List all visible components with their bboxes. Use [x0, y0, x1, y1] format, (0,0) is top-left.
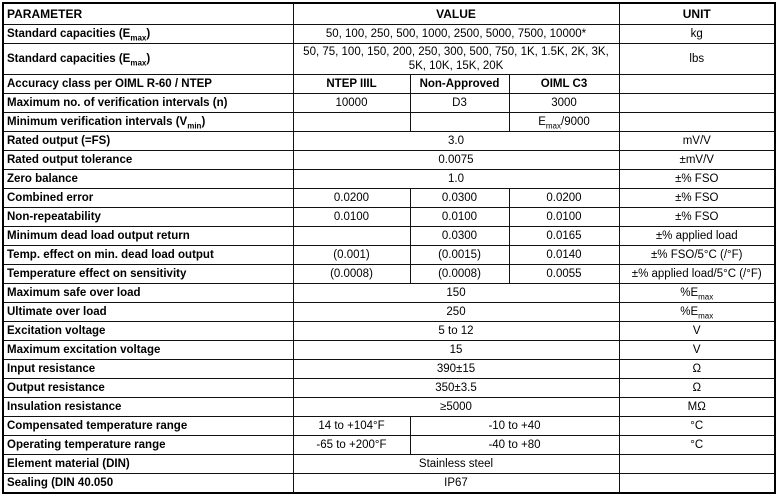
spec-table: [2, 2, 776, 494]
table-row: [3, 208, 775, 227]
unit-cell: °C: [619, 417, 775, 436]
value-cell: Non-Approved: [410, 75, 509, 94]
value-cell: (0.0008): [410, 265, 509, 284]
unit-cell: °C: [619, 436, 775, 455]
table-row: [3, 113, 775, 132]
value-cell: (0.0015): [410, 246, 509, 265]
value-cell: 0.0075: [293, 151, 619, 170]
table-row: [3, 398, 775, 417]
unit-cell: lbs: [619, 44, 775, 75]
unit-cell: [619, 75, 775, 94]
unit-cell: mV/V: [619, 132, 775, 151]
unit-cell: [619, 455, 775, 474]
header-value: VALUE: [293, 3, 619, 25]
parameter-cell: Zero balance: [3, 170, 293, 189]
value-cell: 0.0055: [509, 265, 619, 284]
value-cell: ≥5000: [293, 398, 619, 417]
table-row: [3, 265, 775, 284]
parameter-cell: Ultimate over load: [3, 303, 293, 322]
table-row: [3, 44, 775, 75]
value-cell: 150: [293, 284, 619, 303]
parameter-cell: Excitation voltage: [3, 322, 293, 341]
table-row: [3, 246, 775, 265]
table-row: [3, 360, 775, 379]
parameter-cell: Temperature effect on sensitivity: [3, 265, 293, 284]
parameter-cell: Minimum dead load output return: [3, 227, 293, 246]
unit-cell: $\%E_{max}$: [619, 303, 775, 322]
unit-cell: ±% FSO: [619, 189, 775, 208]
value-cell: $E_{max}/9000$: [509, 113, 619, 132]
unit-cell: ±% FSO/5°C (/°F): [619, 246, 775, 265]
unit-cell: ±% applied load: [619, 227, 775, 246]
parameter-cell: Rated output (=FS): [3, 132, 293, 151]
parameter-cell: Insulation resistance: [3, 398, 293, 417]
unit-cell: [619, 113, 775, 132]
header-row: [3, 3, 775, 25]
parameter-cell: Element material (DIN): [3, 455, 293, 474]
value-cell: 0.0100: [410, 208, 509, 227]
value-cell: -10 to +40: [410, 417, 619, 436]
header-unit: UNIT: [619, 3, 775, 25]
value-cell: 0.0200: [509, 189, 619, 208]
unit-cell: kg: [619, 25, 775, 44]
value-cell: D3: [410, 94, 509, 113]
unit-cell: [619, 94, 775, 113]
value-cell: -40 to +80: [410, 436, 619, 455]
unit-cell: Ω: [619, 379, 775, 398]
parameter-cell: Input resistance: [3, 360, 293, 379]
unit-cell: $\%E_{max}$: [619, 284, 775, 303]
spec-table-body: [3, 25, 775, 494]
parameter-cell: Maximum safe over load: [3, 284, 293, 303]
value-cell: Stainless steel: [293, 455, 619, 474]
parameter-cell: Operating temperature range: [3, 436, 293, 455]
parameter-cell: Minimum verification intervals $(V_{min})$: [3, 113, 293, 132]
value-cell: (0.001): [293, 246, 410, 265]
value-cell: 50, 100, 250, 500, 1000, 2500, 5000, 7500, 10000*: [293, 25, 619, 44]
table-row: [3, 417, 775, 436]
table-row: [3, 94, 775, 113]
value-cell: 10000: [293, 94, 410, 113]
table-row: [3, 341, 775, 360]
parameter-cell: Standard capacities $(E_{max})$: [3, 25, 293, 44]
value-cell: OIML C3: [509, 75, 619, 94]
parameter-cell: Maximum excitation voltage: [3, 341, 293, 360]
parameter-cell: Compensated temperature range: [3, 417, 293, 436]
value-cell: 14 to +104°F: [293, 417, 410, 436]
value-cell: [293, 227, 410, 246]
parameter-cell: Combined error: [3, 189, 293, 208]
table-row: [3, 474, 775, 494]
value-cell: 0.0300: [410, 189, 509, 208]
value-cell: 390±15: [293, 360, 619, 379]
value-cell: [293, 113, 410, 132]
unit-cell: ±mV/V: [619, 151, 775, 170]
value-cell: 5 to 12: [293, 322, 619, 341]
value-cell: 3.0: [293, 132, 619, 151]
table-row: [3, 132, 775, 151]
unit-cell: MΩ: [619, 398, 775, 417]
table-row: [3, 455, 775, 474]
parameter-cell: Temp. effect on min. dead load output: [3, 246, 293, 265]
unit-cell: V: [619, 322, 775, 341]
table-row: [3, 151, 775, 170]
value-cell: NTEP IIIL: [293, 75, 410, 94]
value-cell: 0.0200: [293, 189, 410, 208]
table-row: [3, 303, 775, 322]
datasheet-page: [0, 2, 776, 489]
value-cell: 1.0: [293, 170, 619, 189]
table-row: [3, 75, 775, 94]
unit-cell: [619, 474, 775, 494]
unit-cell: ±% applied load/5°C (/°F): [619, 265, 775, 284]
parameter-cell: Non-repeatability: [3, 208, 293, 227]
table-row: [3, 227, 775, 246]
parameter-cell: Sealing (DIN 40.050: [3, 474, 293, 494]
table-row: [3, 25, 775, 44]
parameter-cell: Output resistance: [3, 379, 293, 398]
table-row: [3, 284, 775, 303]
parameter-cell: Accuracy class per OIML R-60 / NTEP: [3, 75, 293, 94]
value-cell: 50, 75, 100, 150, 200, 250, 300, 500, 750, 1K, 1.5K, 2K, 3K, 5K, 10K, 15K, 20K: [293, 44, 619, 75]
value-cell: [410, 113, 509, 132]
parameter-cell: Standard capacities $(E_{max})$: [3, 44, 293, 75]
table-row: [3, 436, 775, 455]
unit-cell: V: [619, 341, 775, 360]
table-row: [3, 322, 775, 341]
value-cell: 250: [293, 303, 619, 322]
value-cell: -65 to +200°F: [293, 436, 410, 455]
unit-cell: Ω: [619, 360, 775, 379]
value-cell: 0.0300: [410, 227, 509, 246]
table-row: [3, 170, 775, 189]
unit-cell: ±% FSO: [619, 170, 775, 189]
value-cell: 350±3.5: [293, 379, 619, 398]
value-cell: 0.0100: [293, 208, 410, 227]
unit-cell: ±% FSO: [619, 208, 775, 227]
value-cell: (0.0008): [293, 265, 410, 284]
value-cell: 0.0100: [509, 208, 619, 227]
value-cell: 3000: [509, 94, 619, 113]
value-cell: 0.0140: [509, 246, 619, 265]
table-row: [3, 189, 775, 208]
value-cell: IP67: [293, 474, 619, 494]
value-cell: 15: [293, 341, 619, 360]
parameter-cell: Maximum no. of verification intervals (n): [3, 94, 293, 113]
value-cell: 0.0165: [509, 227, 619, 246]
parameter-cell: Rated output tolerance: [3, 151, 293, 170]
header-parameter: PARAMETER: [3, 3, 293, 25]
table-row: [3, 379, 775, 398]
